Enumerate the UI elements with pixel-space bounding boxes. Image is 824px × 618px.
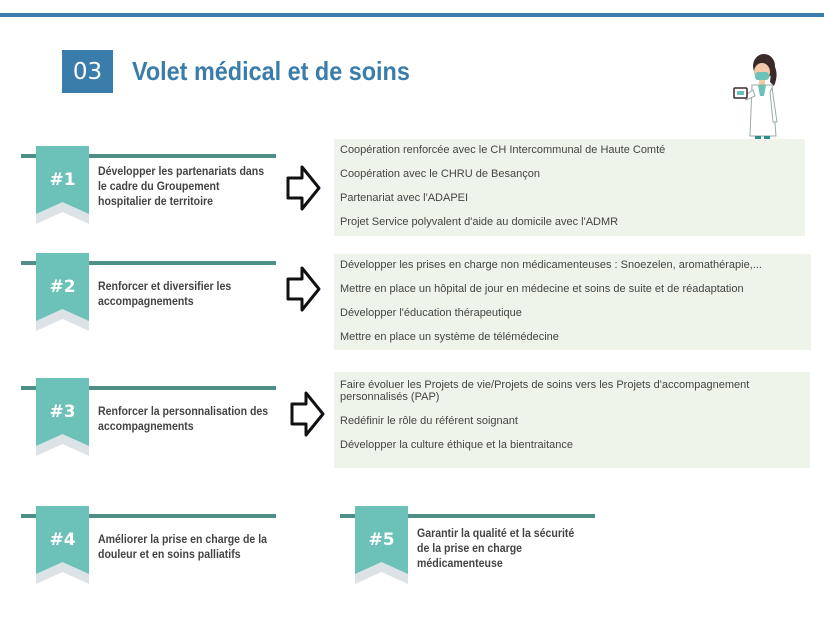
axis-number: #5 xyxy=(368,530,395,550)
action-item: Redéfinir le rôle du référent soignant xyxy=(340,415,518,427)
axis-title: Renforcer la personnalisation des accompagnements xyxy=(98,404,269,433)
action-item: Mettre en place un système de télémédecine xyxy=(340,331,559,343)
axis-title: Garantir la qualité et la sécurité de la prise en charge médicamenteuse xyxy=(417,526,575,570)
action-item: Développer l'éducation thérapeutique xyxy=(340,307,522,319)
right-arrow-icon xyxy=(286,265,322,313)
action-item: Développer les prises en charge non médicamenteuses : Snoezelen, aromathérapie,... xyxy=(340,259,762,271)
actions-panel-3 xyxy=(334,372,810,468)
axis-number: #1 xyxy=(49,170,76,190)
action-item: Partenariat avec l'ADAPEI xyxy=(340,192,469,204)
axis-number: #3 xyxy=(49,402,76,422)
section-number: 03 xyxy=(62,50,113,93)
axis-title: Améliorer la prise en charge de la douleur et en soins palliatifs xyxy=(98,532,268,561)
right-arrow-icon xyxy=(290,390,326,438)
action-item: Mettre en place un hôpital de jour en médecine et soins de suite et de réadaptation xyxy=(340,283,744,295)
axis-title: Développer les partenariats dans le cadre du Groupement hospitalier de territoire xyxy=(98,164,265,208)
axis-number: #2 xyxy=(49,277,76,297)
right-arrow-icon xyxy=(286,164,322,212)
actions-panel-1 xyxy=(334,139,805,236)
action-item: Coopération avec le CHRU de Besançon xyxy=(340,168,540,180)
actions-panel-2 xyxy=(334,254,811,350)
axis-title: Renforcer et diversifier les accompagnements xyxy=(98,279,232,308)
axis-number: #4 xyxy=(49,530,76,550)
action-item: Développer la culture éthique et la bientraitance xyxy=(340,439,573,451)
page-title: Volet médical et de soins xyxy=(132,56,410,86)
action-item: Coopération renforcée avec le CH Intercommunal de Haute Comté xyxy=(340,144,666,156)
action-item: Faire évoluer les Projets de vie/Projets de soins vers les Projets d'accompagnement personnalisés (PAP) xyxy=(340,379,750,403)
top-rule xyxy=(0,13,824,17)
action-item: Projet Service polyvalent d'aide au domicile avec l'ADMR xyxy=(340,216,619,228)
